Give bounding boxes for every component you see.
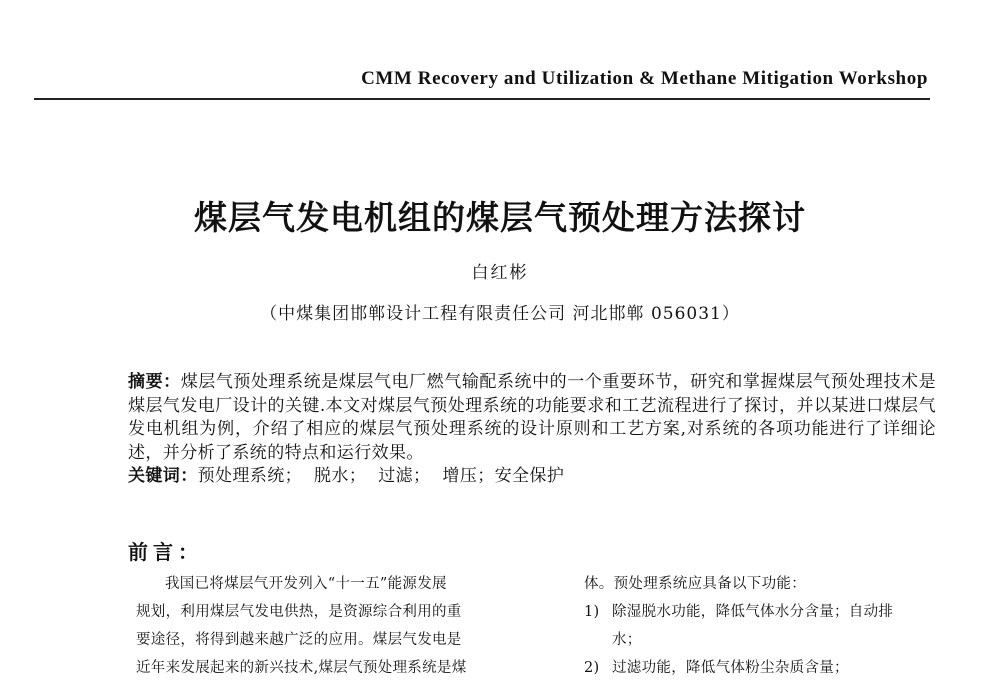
keyword: 脱水； [314,466,367,486]
abstract [128,371,936,465]
body-line: 要途径，将得到越来越广泛的应用。煤层气发电是 [136,632,462,648]
running-header: CMM Recovery and Utilization & Methane Mitigation Workshop [361,68,928,89]
list-item [584,654,936,682]
body-line: 规划，利用煤层气发电供热，是资源综合利用的重 [136,604,462,620]
abstract-label: 摘要： [128,372,181,392]
paper-affiliation: （中煤集团邯郸设计工程有限责任公司 河北邯郸 056031） [260,304,740,324]
paper-author: 白红彬 [471,263,529,283]
list-number: 1) [584,604,600,620]
intro-left-column [136,570,516,682]
list-number: 2) [584,660,600,676]
list-continuation: 水； [612,632,642,648]
list-text: 过滤功能，降低气体粉尘杂质含量； [612,660,849,676]
keyword: 过滤； [378,466,431,486]
body-line: 我国已将煤层气开发列入“十一五”能源发展 [165,576,447,592]
abstract-text: 煤层气预处理系统是煤层气电厂燃气输配系统中的一个重要环节，研究和掌握煤层气预处理技术是煤层气发电厂设计的关键.本文对煤层气预处理系统的功能要求和工艺流程进行了探讨，并以某进口煤层气发电机组为例，介绍了相应的煤层气预处理系统的设计原则和工艺方案,对系统的各项功能进行了详细论述，并分析了系统的特点和运行效果。 [128,372,937,463]
header-rule [34,98,930,100]
keywords-label: 关键词： [128,466,198,486]
list-item [584,598,936,626]
body-line: 近年来发展起来的新兴技术,煤层气预处理系统是煤 [136,660,467,676]
keywords [128,465,936,489]
keyword: 增压；安全保护 [442,466,565,486]
body-line: 体。预处理系统应具备以下功能： [584,576,806,592]
keyword: 预处理系统； [197,466,303,486]
intro-right-column [584,570,936,682]
list-text: 除湿脱水功能，降低气体水分含量；自动排 [612,604,894,620]
paper-title: 煤层气发电机组的煤层气预处理方法探讨 [194,198,806,237]
section-heading-intro: 前言： [128,540,203,564]
